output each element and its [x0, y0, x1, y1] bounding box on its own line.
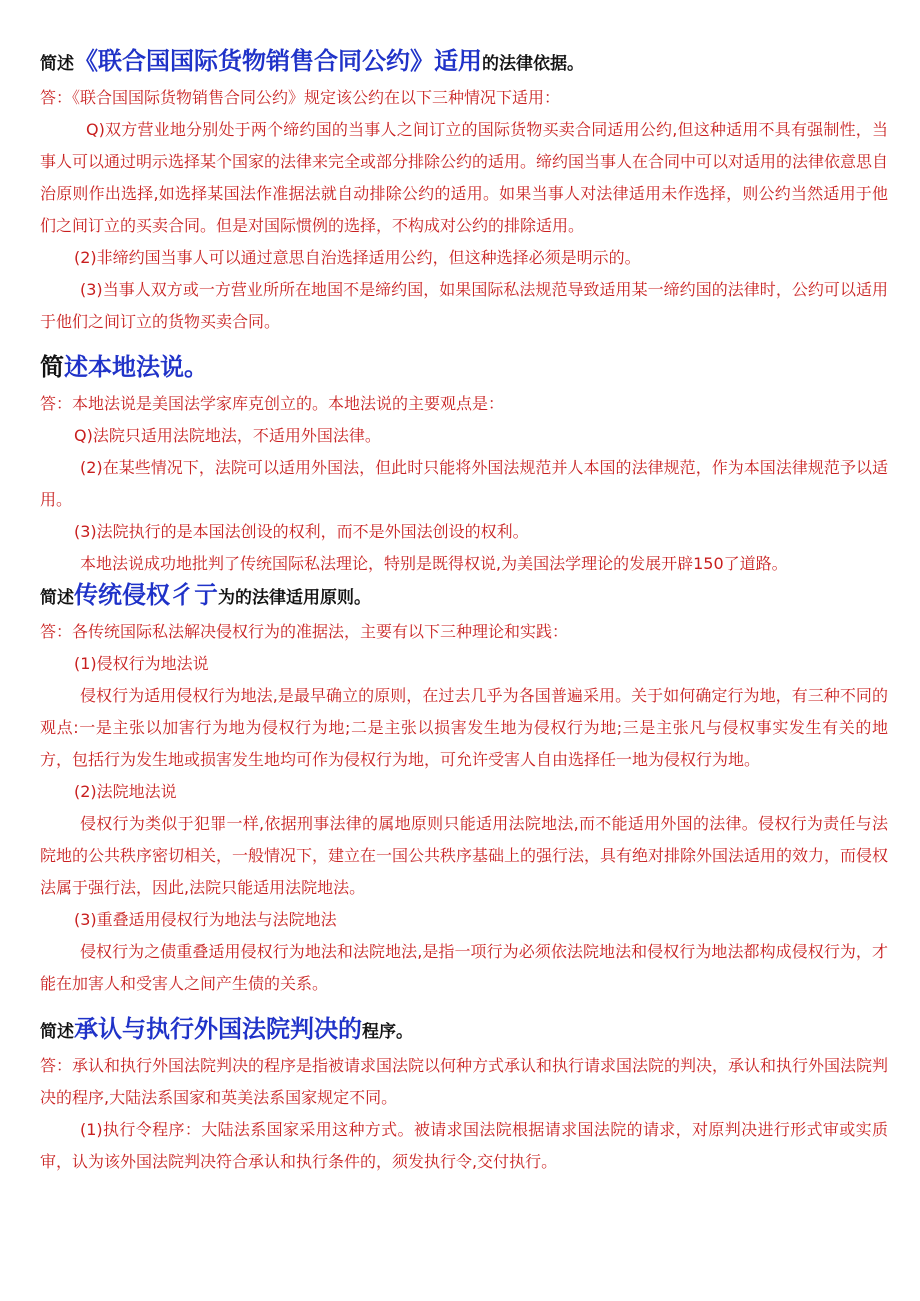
- answer-paragraph: Q)法院只适用法院地法，不适用外国法律。: [74, 426, 381, 445]
- answer-subheading: (3)重叠适用侵权行为地法与法院地法: [74, 910, 337, 929]
- answer-intro-3: 答：各传统国际私法解决侵权行为的准据法，主要有以下三种理论和实践：: [40, 622, 569, 641]
- answer-subheading: (2)法院地法说: [74, 782, 177, 801]
- question-heading-4: 简述承认与执行外国法院判决的程序。: [40, 1015, 413, 1043]
- question-heading-1: 简述《联合国国际货物销售合同公约》适用的法律依据。: [40, 47, 584, 75]
- answer-paragraph: 侵权行为适用侵权行为地法,是最早确立的原则，在过去几乎为各国普遍采用。关于如何确定行为地，有三种不同的观点:一是主张以加害行为地为侵权行为地;二是主张以损害发生地为侵权行为地;三是主张凡与侵权事实发生有关的地方，包括行为发生地或损害发生地均可作为侵权行为地，可允许受害人自由选择任一地为侵权行为地。: [40, 686, 888, 769]
- question-heading-3: 简述传统侵权彳亍为的法律适用原则。: [40, 581, 371, 609]
- answer-intro-4: 答：承认和执行外国法院判决的程序是指被请求国法院以何种方式承认和执行请求国法院的判决，承认和执行外国法院判决的程序,大陆法系国家和英美法系国家规定不同。: [40, 1056, 889, 1107]
- answer-paragraph: (2)非缔约国当事人可以通过意思自治选择适用公约，但这种选择必须是明示的。: [74, 248, 641, 267]
- answer-paragraph: (1)执行令程序：大陆法系国家采用这种方式。被请求国法院根据请求国法院的请求，对原判决进行形式审或实质审，认为该外国法院判决符合承认和执行条件的，须发执行令,交付执行。: [40, 1120, 888, 1171]
- answer-intro-2: 答：本地法说是美国法学家库克创立的。本地法说的主要观点是：: [40, 394, 505, 413]
- answer-paragraph: 侵权行为之债重叠适用侵权行为地法和法院地法,是指一项行为必须依法院地法和侵权行为地法都构成侵权行为，才能在加害人和受害人之间产生债的关系。: [40, 942, 888, 993]
- answer-paragraph: 侵权行为类似于犯罪一样,依据刑事法律的属地原则只能适用法院地法,而不能适用外国的法律。侵权行为责任与法院地的公共秩序密切相关，一般情况下，建立在一国公共秩序基础上的强行法，具有绝对排除外国法适用的效力，而侵权法属于强行法，因此,法院只能适用法院地法。: [40, 814, 889, 897]
- answer-intro-1: 答：《联合国国际货物销售合同公约》规定该公约在以下三种情况下适用：: [40, 88, 561, 107]
- question-heading-2: 简述本地法说。: [40, 353, 208, 381]
- answer-paragraph: (3)当事人双方或一方营业所所在地国不是缔约国，如果国际私法规范导致适用某一缔约国的法律时，公约可以适用于他们之间订立的货物买卖合同。: [40, 280, 888, 331]
- answer-subheading: (1)侵权行为地法说: [74, 654, 209, 673]
- answer-paragraph: Q)双方营业地分别处于两个缔约国的当事人之间订立的国际货物买卖合同适用公约,但这种适用不具有强制性，当事人可以通过明示选择某个国家的法律来完全或部分排除公约的适用。缔约国当事人在合同中可以对适用的法律依意思自治原则作出选择,如选择某国法作准据法就自动排除公约的适用。如果当事人对法律适用未作选择，则公约当然适用于他们之间订立的买卖合同。但是对国际惯例的选择，不构成对公约的排除适用。: [40, 120, 889, 235]
- answer-paragraph: (3)法院执行的是本国法创设的权利，而不是外国法创设的权利。: [74, 522, 529, 541]
- answer-paragraph: 本地法说成功地批判了传统国际私法理论，特别是既得权说,为美国法学理论的发展开辟150了道路。: [80, 554, 788, 573]
- answer-paragraph: (2)在某些情况下，法院可以适用外国法，但此时只能将外国法规范并人本国的法律规范，作为本国法律规范予以适用。: [40, 458, 888, 509]
